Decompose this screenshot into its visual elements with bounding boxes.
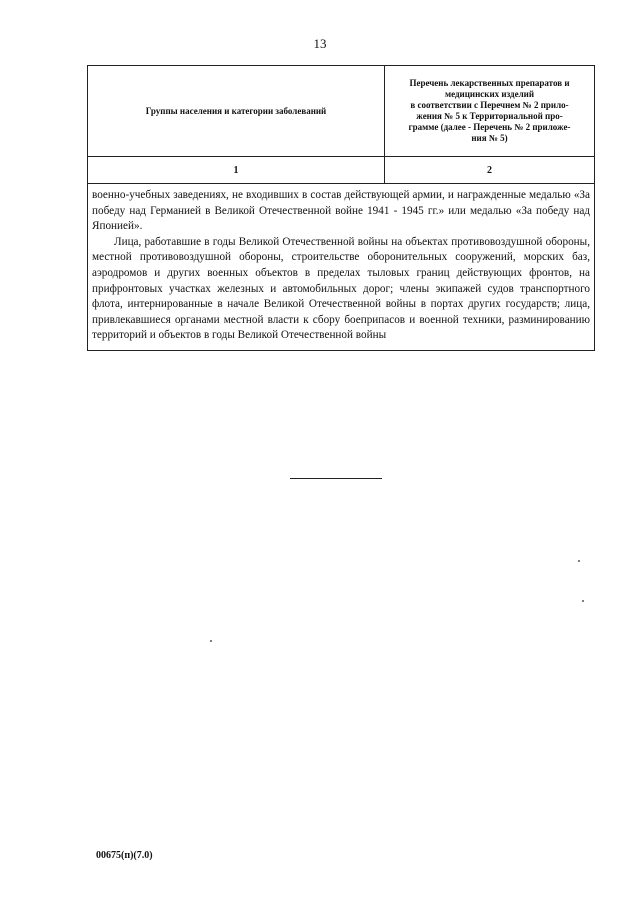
header-drug-list [385,66,595,157]
scan-speck [582,600,584,602]
table-header-row [88,66,595,157]
header-drug-list-line: в соответствии с Перечнем № 2 прило- [410,100,569,110]
table-body-row [88,184,595,351]
category-paragraph-continued: военно-учебных заведениях, не входивших в состав действующей армии, и награжденные медалью «За победу над Германией в Великой Отечественной войне 1941 - 1945 гг.» или медалью «За победу над Японией». [92,189,590,233]
category-paragraph-home-front-workers: Лица, работавшие в годы Великой Отечественной войны на объектах противовоздушной обороны, местной противовоздушной обороны, строительстве оборонительных сооружений, морских баз, аэродромов и других военных объектов в пределах тыловых границ действующих фронтов, на прифронтовых участках железных и автомобильных дорог; члены экипажей судов транспортного флота, интернированные в начале Великой Отечественной войны в портах других государств; лица, привлекавшиеся органами местной власти к сбору боеприпасов и военной техники, разминированию территорий и объектов в годы Великой Отечественной войны [92,235,590,342]
header-drug-list-line: медицинских изделий [444,89,535,99]
scan-speck [210,640,212,642]
header-drug-list-line: ния № 5) [471,133,508,143]
header-drug-list-line: грамме (далее - Перечень № 2 приложе- [408,122,571,132]
column-number-row [88,157,595,184]
header-population-groups: Группы населения и категории заболеваний [88,66,385,157]
column-number-1: 1 [88,157,385,184]
header-drug-list-line: жения № 5 к Территориальной про- [416,111,563,121]
benefits-table [87,65,595,351]
column-number-2: 2 [385,157,595,184]
scan-speck [578,560,580,562]
header-drug-list-line: Перечень лекарственных препаратов и [409,78,570,88]
page-number: 13 [313,36,327,51]
document-code: 00675(п)(7.0) [96,850,153,861]
end-separator-line [290,478,382,479]
category-description-cell [88,184,595,351]
